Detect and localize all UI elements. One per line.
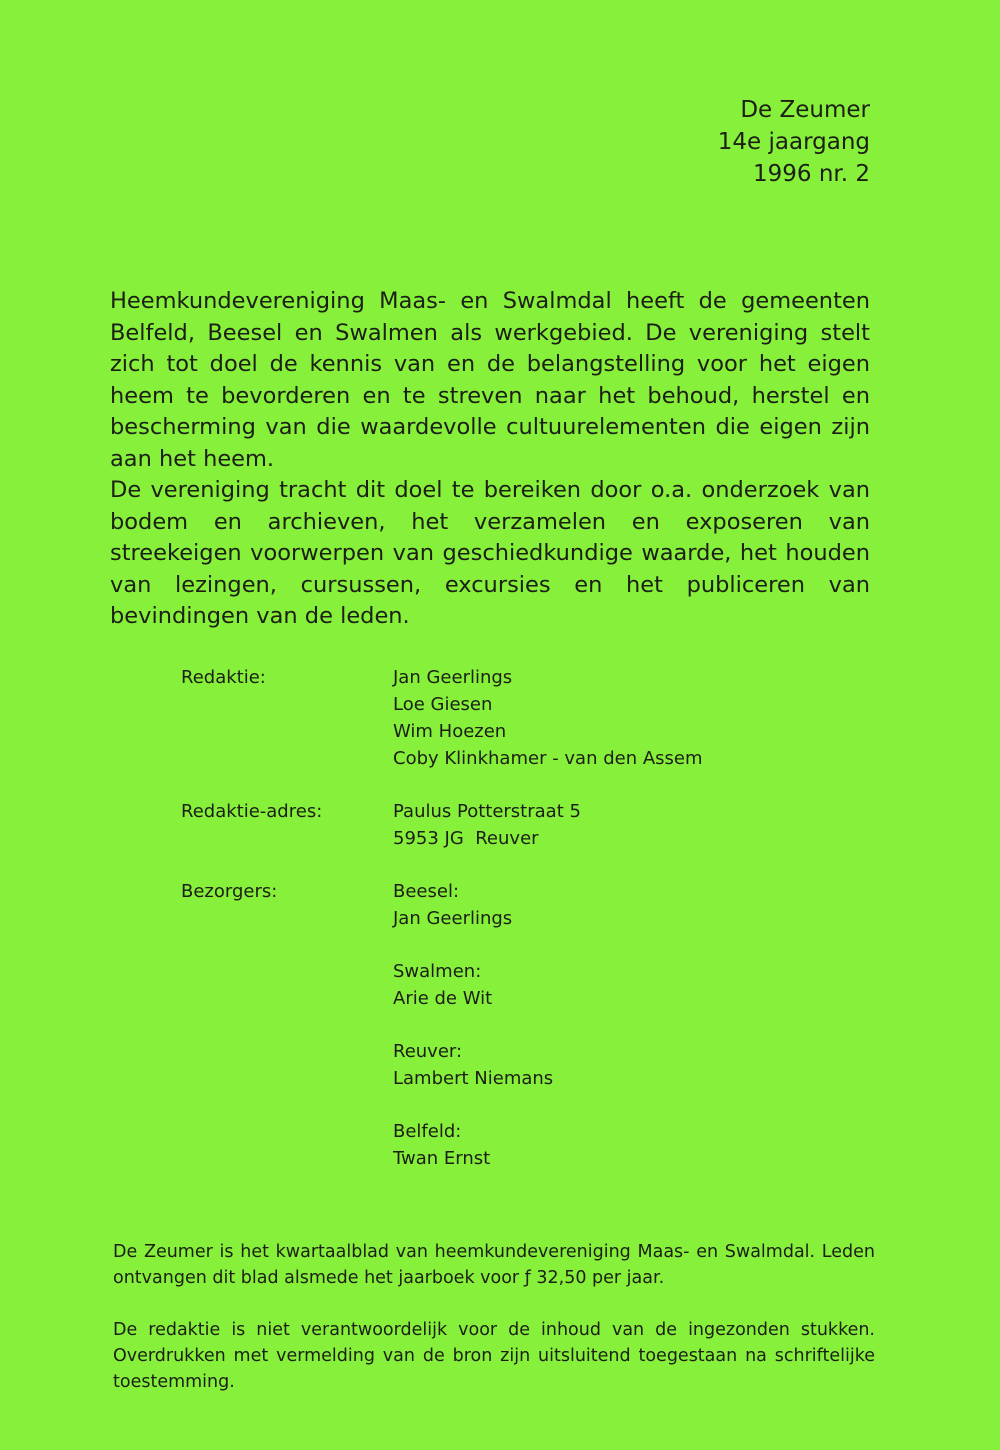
redaktie-member: Wim Hoezen [393, 721, 507, 742]
bezorger-entry [393, 1118, 553, 1172]
redaktie-row [181, 664, 703, 772]
redaktie-label: Redaktie: [181, 667, 266, 688]
bezorger-name: Jan Geerlings [393, 908, 513, 929]
bezorger-place: Reuver: [393, 1041, 463, 1062]
bezorgers-row [181, 878, 703, 1172]
bezorgers-list [393, 878, 553, 1172]
colophon [181, 664, 703, 1172]
bezorger-name: Twan Ernst [393, 1148, 491, 1169]
masthead [718, 94, 870, 190]
bezorger-place: Beesel: [393, 881, 460, 902]
adres-street: Paulus Potterstraat 5 [393, 801, 581, 822]
intro-paragraph-2: De vereniging tracht dit doel te bereiken door o.a. onderzoek van bodem en archieven, het verzamelen en exposeren van streekeigen voorwerpen van geschiedkundige waarde, het houden van lezingen, cursussen, excursies en het publiceren van bevindingen van de leden. [110, 477, 870, 629]
intro-text [110, 286, 870, 633]
bezorger-entry [393, 878, 553, 932]
footer-paragraph-2: De redaktie is niet verantwoordelijk voor de inhoud van de ingezonden stukken. Overdrukken met vermelding van de bron zijn uitsluitend toegestaan na schriftelijke toestemming. [113, 1320, 875, 1392]
redaktie-member: Coby Klinkhamer - van den Assem [393, 748, 703, 769]
redaktie-adres [393, 798, 581, 852]
redaktie-adres-row [181, 798, 703, 852]
redaktie-members [393, 664, 703, 772]
volume-line: 14e jaargang [717, 129, 870, 155]
bezorgers-label: Bezorgers: [181, 881, 278, 902]
redaktie-adres-label: Redaktie-adres: [181, 801, 323, 822]
bezorger-place: Swalmen: [393, 961, 482, 982]
redaktie-member: Jan Geerlings [393, 667, 513, 688]
bezorger-entry [393, 958, 553, 1012]
intro-paragraph-1: Heemkundevereniging Maas- en Swalmdal heeft de gemeenten Belfeld, Beesel en Swalmen als werkgebied. De vereniging stelt zich tot doel de kennis van en de belangstelling voor het eigen heem te bevorderen en te streven naar het behoud, herstel en bescherming van die waardevolle cultuurelementen die eigen zijn aan het heem. [110, 288, 870, 472]
publication-title: De Zeumer [740, 97, 870, 123]
issue-line: 1996 nr. 2 [752, 161, 870, 187]
bezorger-name: Arie de Wit [393, 988, 493, 1009]
bezorger-place: Belfeld: [393, 1121, 462, 1142]
footer-text [113, 1239, 875, 1395]
bezorger-name: Lambert Niemans [393, 1068, 554, 1089]
footer-paragraph-1: De Zeumer is het kwartaalblad van heemkundevereniging Maas- en Swalmdal. Leden ontvangen dit blad alsmede het jaarboek voor ƒ 32,50 per jaar. [113, 1242, 875, 1288]
redaktie-member: Loe Giesen [393, 694, 493, 715]
bezorger-entry [393, 1038, 553, 1092]
adres-postcode-city: 5953 JG Reuver [393, 828, 539, 849]
